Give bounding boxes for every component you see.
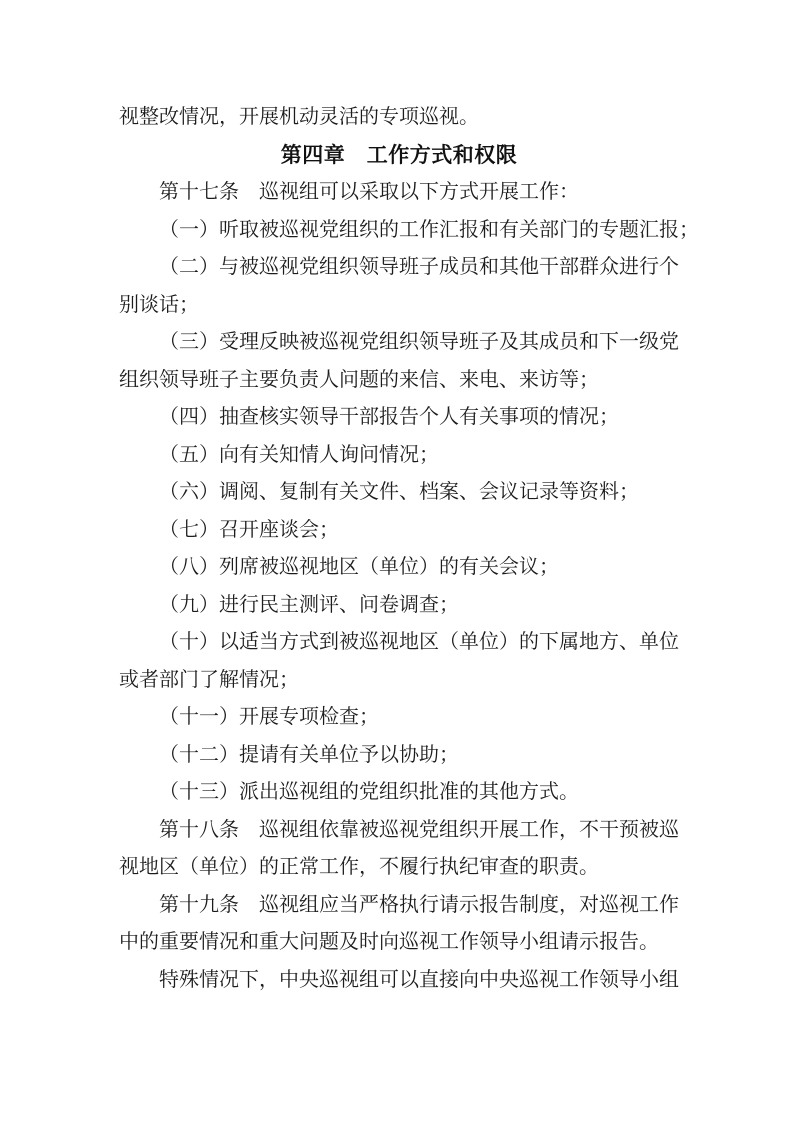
paragraph-continuation: 视整改情况，开展机动灵活的专项巡视。 (119, 106, 479, 128)
list-item-1: （一）听取被巡视党组织的工作汇报和有关部门的专题汇报； (159, 218, 699, 241)
list-item-4: （四）抽查核实领导干部报告个人有关事项的情况； (159, 406, 619, 428)
list-item-12: （十二）提请有关单位予以协助； (159, 743, 459, 766)
paragraph-article-17: 第十七条 巡视组可以采取以下方式开展工作： (159, 181, 579, 203)
list-item-6: （六）调阅、复制有关文件、档案、会议记录等资料； (159, 481, 639, 503)
list-item-2: （二）与被巡视党组织领导班子成员和其他干部群众进行个 别谈话； (119, 256, 679, 316)
paragraph-article-18: 第十八条 巡视组依靠被巡视党组织开展工作，不干预被巡 视地区（单位）的正常工作，不履行执纪审查的职责。 (119, 818, 679, 878)
list-item-5: （五）向有关知情人询问情况； (159, 443, 439, 466)
list-item-9: （九）进行民主测评、问卷调查； (159, 593, 459, 616)
list-item-7: （七）召开座谈会； (159, 518, 339, 541)
list-item-8: （八）列席被巡视地区（单位）的有关会议； (159, 556, 559, 578)
list-item-10: （十）以适当方式到被巡视地区（单位）的下属地方、单位 或者部门了解情况； (119, 631, 679, 691)
list-item-3: （三）受理反映被巡视党组织领导班子及其成员和下一级党 组织领导班子主要负责人问题的来信、来电、来访等； (119, 331, 679, 391)
paragraph-article-19-continued: 特殊情况下，中央巡视组可以直接向中央巡视工作领导小组 (159, 968, 679, 991)
paragraph-article-19: 第十九条 巡视组应当严格执行请示报告制度，对巡视工作 中的重要情况和重大问题及时向巡视工作领导小组请示报告。 (119, 893, 679, 953)
list-item-13: （十三）派出巡视组的党组织批准的其他方式。 (159, 781, 579, 803)
list-item-11: （十一）开展专项检查； (159, 706, 379, 728)
chapter-heading: 第四章 工作方式和权限 (280, 143, 518, 167)
document-content (119, 99, 699, 999)
